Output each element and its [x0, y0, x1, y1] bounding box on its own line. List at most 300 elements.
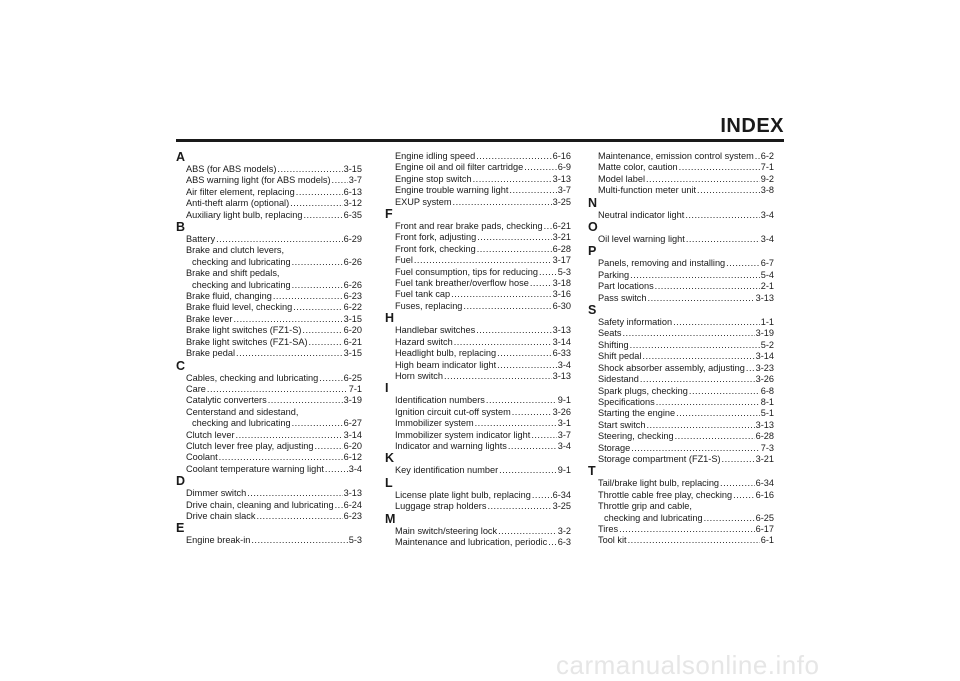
index-entry	[385, 348, 571, 359]
index-entry	[588, 478, 774, 489]
index-entry-text: Fuses, replacing	[395, 300, 463, 311]
index-entry-page: 6-21	[552, 221, 571, 232]
index-entry-page: 6-23	[343, 291, 362, 302]
index-entry-page: 6-7	[760, 258, 774, 269]
dot-leader	[720, 478, 755, 489]
index-letter-heading: C	[176, 358, 186, 373]
dot-leader	[531, 430, 556, 441]
dot-leader	[451, 289, 551, 300]
index-entry-text: Fuel	[395, 255, 413, 266]
index-entry-page: 6-27	[343, 418, 362, 429]
index-entry-page: 5-4	[760, 269, 774, 280]
index-letter-heading: H	[385, 311, 395, 326]
index-entry-page: 7-1	[348, 383, 362, 394]
index-entry	[588, 317, 774, 328]
index-entry	[176, 452, 362, 463]
index-entry	[588, 386, 774, 397]
index-entry	[385, 325, 571, 336]
dot-leader	[733, 490, 754, 501]
index-entry-text: Maintenance and lubrication, periodic	[395, 536, 548, 547]
dot-leader	[673, 317, 760, 328]
index-entry-page: 3-4	[348, 463, 362, 474]
index-entry-page: 7-1	[760, 162, 774, 173]
dot-leader	[277, 164, 342, 175]
index-entry-text: Tool kit	[598, 535, 627, 546]
dot-leader	[675, 431, 755, 442]
index-letter-heading: I	[385, 381, 389, 396]
index-entry-text: Tires	[598, 523, 619, 534]
index-entry	[385, 197, 571, 208]
index-letter-heading: M	[385, 511, 396, 526]
index-entry-page: 9-1	[557, 395, 571, 406]
index-entry	[176, 187, 362, 198]
index-entry-text: Multi-function meter unit	[598, 185, 697, 196]
dot-leader	[256, 511, 342, 522]
index-entry-page: 6-1	[760, 535, 774, 546]
index-entry	[176, 234, 362, 245]
index-column-3	[588, 151, 774, 547]
index-entry-text: Cables, checking and lubricating	[186, 372, 319, 383]
index-entry-text: Front fork, adjusting	[395, 232, 477, 243]
index-entry	[588, 363, 774, 374]
index-entry	[176, 535, 362, 546]
index-entry-page: 3-25	[552, 501, 571, 512]
index-entry-page: 3-4	[760, 209, 774, 220]
index-entry-page: 6-30	[552, 300, 571, 311]
dot-leader	[251, 535, 347, 546]
index-column-1	[176, 151, 362, 547]
index-entry	[385, 490, 571, 501]
index-entry-page: 6-20	[343, 325, 362, 336]
index-letter-heading: K	[385, 451, 395, 466]
index-entry	[385, 185, 571, 196]
index-entry-page: 7-3	[760, 442, 774, 453]
index-entry-page: 6-21	[343, 336, 362, 347]
index-entry-page: 3-2	[557, 525, 571, 536]
dot-leader	[498, 526, 557, 537]
index-entry-text: Shift pedal	[598, 351, 642, 362]
dot-leader	[619, 524, 755, 535]
title-rule	[176, 139, 784, 142]
index-entry-text: Neutral indicator light	[598, 209, 685, 220]
index-entry-text: Main switch/steering lock	[395, 525, 498, 536]
index-entry	[176, 500, 362, 511]
index-entry	[385, 278, 571, 289]
index-entry-page: 6-17	[755, 523, 774, 534]
index-letter-heading: O	[588, 220, 598, 235]
index-entry-text: Engine oil and oil filter cartridge	[395, 162, 524, 173]
index-entry-text: Brake fluid, changing	[186, 291, 272, 302]
index-entry	[588, 490, 774, 501]
dot-leader	[679, 162, 760, 173]
index-entry-text: Clutch lever	[186, 429, 235, 440]
index-entry	[588, 162, 774, 173]
index-entry-text: Coolant temperature warning light	[186, 463, 324, 474]
index-entry-text: Panels, removing and installing	[598, 258, 726, 269]
index-entry-page: 3-15	[343, 164, 362, 174]
index-entry	[385, 289, 571, 300]
index-entry	[385, 301, 571, 312]
dot-leader	[509, 185, 556, 196]
index-entry	[176, 511, 362, 522]
index-entry	[385, 360, 571, 371]
index-entry	[176, 291, 362, 302]
dot-leader	[292, 418, 343, 429]
index-entry-text: Engine stop switch	[395, 173, 472, 184]
dot-leader	[640, 374, 755, 385]
dot-leader	[539, 267, 557, 278]
index-entry-text: Engine break-in	[186, 535, 251, 546]
index-entry-page: 3-13	[552, 325, 571, 336]
dot-leader	[476, 151, 551, 162]
watermark: carmanualsonline.info	[556, 650, 820, 680]
index-entry-page: 3-7	[557, 185, 571, 196]
index-entry-text: Immobilizer system indicator light	[395, 429, 531, 440]
index-entry-page: 3-26	[552, 406, 571, 417]
index-entry-page: 9-2	[760, 173, 774, 184]
index-entry-text: Drive chain slack	[186, 510, 256, 521]
index-entry-text: EXUP system	[395, 196, 452, 207]
index-entry-text: Air filter element, replacing	[186, 186, 295, 197]
index-entry-text: Fuel tank breather/overflow hose	[395, 278, 529, 289]
index-entry-page: 6-28	[552, 243, 571, 254]
index-entry-page: 6-34	[552, 489, 571, 500]
index-entry-text: checking and lubricating	[192, 256, 291, 267]
index-entry	[176, 384, 362, 395]
index-entry-text: Auxiliary light bulb, replacing	[186, 209, 303, 220]
index-entry	[176, 373, 362, 384]
index-entry-text: Storage	[598, 442, 631, 453]
dot-leader	[292, 257, 343, 268]
index-entry	[385, 267, 571, 278]
dot-leader	[722, 454, 755, 465]
index-entry	[176, 441, 362, 452]
dot-leader	[303, 210, 342, 221]
index-entry-page: 3-4	[557, 359, 571, 370]
index-entry-text: Brake pedal	[186, 348, 236, 359]
index-entry-page: 3-19	[343, 395, 362, 406]
dot-leader	[233, 314, 342, 325]
index-entry-page: 3-15	[343, 348, 362, 359]
index-entry	[176, 337, 362, 348]
dot-leader	[648, 293, 755, 304]
dot-leader	[676, 408, 760, 419]
index-entry	[176, 488, 362, 499]
index-entry-page: 6-8	[760, 385, 774, 396]
index-entry-text: Brake light switches (FZ1-S)	[186, 325, 302, 336]
index-entry-page: 3-16	[552, 289, 571, 300]
index-entry-text: ABS warning light (for ABS models)	[186, 175, 331, 186]
dot-leader	[444, 371, 552, 382]
index-entry-text: Handlebar switches	[395, 325, 476, 336]
index-letter-heading: A	[176, 150, 186, 164]
index-entry-text: Fuel consumption, tips for reducing	[395, 266, 538, 277]
dot-leader	[689, 386, 760, 397]
index-letter-heading: P	[588, 244, 597, 259]
dot-leader	[631, 443, 760, 454]
index-entry-text: Key identification number	[395, 465, 499, 476]
index-entry-page: 3-13	[755, 419, 774, 430]
index-entry	[176, 280, 362, 291]
index-entry-page: 6-26	[343, 279, 362, 290]
index-entry-page: 3-12	[343, 198, 362, 209]
index-entry-page: 6-13	[343, 186, 362, 197]
dot-leader	[628, 535, 760, 546]
index-entry-page: 3-14	[552, 336, 571, 347]
index-entry-page: 6-35	[343, 209, 362, 220]
index-entry	[588, 524, 774, 535]
dot-leader	[746, 363, 755, 374]
index-entry	[588, 234, 774, 245]
index-entry	[385, 244, 571, 255]
index-entry-text: Brake lever	[186, 313, 233, 324]
index-entry-text: Hazard switch	[395, 336, 453, 347]
dot-leader	[642, 351, 754, 362]
dot-leader	[319, 373, 342, 384]
dot-leader	[236, 348, 343, 359]
page-title: INDEX	[720, 115, 784, 137]
index-entry-page: 3-23	[755, 362, 774, 373]
index-entry	[176, 464, 362, 475]
index-entry-text: Battery	[186, 234, 216, 245]
index-entry	[588, 281, 774, 292]
index-entry-text: checking and lubricating	[604, 512, 703, 523]
index-entry-page: 3-15	[343, 313, 362, 324]
index-entry	[588, 443, 774, 454]
index-entry	[385, 465, 571, 476]
index-entry-text: Immobilizer system	[395, 418, 474, 429]
dot-leader	[656, 397, 760, 408]
index-entry	[176, 314, 362, 325]
dot-leader	[296, 187, 343, 198]
index-entry-text: Starting the engine	[598, 408, 676, 419]
index-entry	[385, 441, 571, 452]
index-entry-text: checking and lubricating	[192, 418, 291, 429]
index-entry-text: Ignition circuit cut-off system	[395, 406, 511, 417]
index-entry-page: 6-9	[557, 162, 571, 173]
index-entry-text: Parking	[598, 269, 630, 280]
index-entry-page: 5-3	[348, 535, 362, 546]
index-entry-text: Brake light switches (FZ1-SA)	[186, 336, 308, 347]
dot-leader	[273, 291, 343, 302]
index-entry	[588, 340, 774, 351]
index-entry	[385, 151, 571, 162]
dot-leader	[477, 232, 551, 243]
index-entry-page: 3-19	[755, 328, 774, 339]
index-entry	[176, 430, 362, 441]
index-entry	[588, 185, 774, 196]
dot-leader	[293, 302, 342, 313]
index-entry-page: 3-21	[552, 232, 571, 243]
index-entry	[176, 175, 362, 186]
index-entry-text: License plate light bulb, replacing	[395, 489, 531, 500]
dot-leader	[325, 464, 348, 475]
index-entry	[176, 302, 362, 313]
index-entry-text: Drive chain, cleaning and lubricating	[186, 499, 334, 510]
index-entry	[588, 210, 774, 221]
index-entry-heading: Throttle grip and cable,	[598, 501, 692, 512]
dot-leader	[477, 244, 552, 255]
index-entry-page: 3-13	[755, 292, 774, 303]
index-entry-text: Sidestand	[598, 374, 639, 385]
index-entry-page: 3-25	[552, 196, 571, 207]
dot-leader	[512, 407, 552, 418]
dot-leader	[497, 360, 557, 371]
dot-leader	[630, 340, 760, 351]
index-entry	[385, 407, 571, 418]
dot-leader	[497, 348, 551, 359]
dot-leader	[453, 197, 552, 208]
index-entry-text: Catalytic converters	[186, 395, 267, 406]
dot-leader	[499, 465, 557, 476]
dot-leader	[630, 270, 760, 281]
dot-leader	[315, 441, 343, 452]
dot-leader	[686, 234, 760, 245]
index-entry-page: 3-4	[557, 440, 571, 451]
index-entry	[588, 351, 774, 362]
index-entry-text: Headlight bulb, replacing	[395, 348, 497, 359]
index-entry-page: 6-3	[557, 536, 571, 547]
index-entry	[385, 162, 571, 173]
index-entry-page: 5-3	[557, 266, 571, 277]
index-entry-text: Seats	[598, 328, 622, 339]
index-entry-text: Fuel tank cap	[395, 289, 451, 300]
index-letter-heading: N	[588, 195, 598, 210]
index-entry-page: 3-7	[557, 429, 571, 440]
dot-leader	[726, 258, 760, 269]
index-entry	[385, 221, 571, 232]
index-entry	[385, 232, 571, 243]
index-entry-text: Coolant	[186, 452, 218, 463]
dot-leader	[524, 162, 557, 173]
index-letter-heading: T	[588, 464, 596, 479]
index-entry	[588, 397, 774, 408]
dot-leader	[697, 185, 760, 196]
index-entry-page: 6-28	[755, 431, 774, 442]
index-entry	[176, 210, 362, 221]
dot-leader	[247, 488, 342, 499]
index-entry-page: 3-7	[348, 175, 362, 186]
index-entry-heading: Brake and clutch levers,	[186, 245, 285, 256]
index-entry-text: Throttle cable free play, checking	[598, 489, 733, 500]
index-entry-text: Shifting	[598, 339, 629, 350]
index-entry	[588, 535, 774, 546]
dot-leader	[755, 151, 760, 162]
index-entry-text: Horn switch	[395, 370, 443, 381]
dot-leader	[704, 513, 755, 524]
index-letter-heading: S	[588, 303, 597, 318]
dot-leader	[508, 441, 557, 452]
index-letter-heading: L	[385, 475, 393, 490]
index-entry-text: Specifications	[598, 396, 655, 407]
index-entry-page: 8-1	[760, 396, 774, 407]
index-entry-page: 6-12	[343, 452, 362, 463]
index-entry	[588, 174, 774, 185]
index-entry-text: Engine idling speed	[395, 151, 476, 161]
index-entry	[385, 418, 571, 429]
index-entry	[588, 374, 774, 385]
index-entry-text: Matte color, caution	[598, 162, 678, 173]
index-entry	[176, 257, 362, 268]
index-entry	[176, 348, 362, 359]
index-entry-text: Start switch	[598, 419, 646, 430]
index-entry	[385, 395, 571, 406]
dot-leader	[216, 234, 343, 245]
dot-leader	[646, 174, 760, 185]
index-entry-page: 3-14	[343, 429, 362, 440]
dot-leader	[335, 500, 343, 511]
index-entry-text: Oil level warning light	[598, 234, 685, 245]
index-entry-page: 6-16	[552, 151, 571, 161]
index-entry	[176, 418, 362, 429]
dot-leader	[454, 337, 552, 348]
dot-leader	[532, 490, 552, 501]
index-entry-text: Luggage strap holders	[395, 501, 487, 512]
index-entry-page: 3-18	[552, 278, 571, 289]
index-entry	[385, 501, 571, 512]
index-entry	[385, 255, 571, 266]
index-entry-page: 3-4	[760, 234, 774, 245]
dot-leader	[236, 430, 343, 441]
index-entry-page: 5-2	[760, 339, 774, 350]
index-entry-page: 3-13	[343, 488, 362, 499]
index-letter-heading: F	[385, 207, 393, 222]
index-entry-text: Part locations	[598, 281, 654, 292]
index-entry-text: Spark plugs, checking	[598, 385, 688, 396]
index-entry-heading: Centerstand and sidestand,	[186, 406, 299, 417]
index-entry-page: 6-16	[755, 489, 774, 500]
index-letter-heading: E	[176, 521, 185, 536]
dot-leader	[309, 337, 343, 348]
index-entry-text: Dimmer switch	[186, 488, 247, 499]
index-entry-heading: Brake and shift pedals,	[186, 268, 280, 279]
dot-leader	[646, 420, 754, 431]
index-entry-text: Brake fluid level, checking	[186, 302, 293, 313]
index-entry-page: 3-13	[552, 173, 571, 184]
index-entry	[588, 270, 774, 281]
dot-leader	[623, 328, 755, 339]
index-entry	[176, 325, 362, 336]
index-entry-page: 3-8	[760, 185, 774, 196]
dot-leader	[219, 452, 343, 463]
dot-leader	[207, 384, 348, 395]
dot-leader	[530, 278, 552, 289]
index-entry-page: 9-1	[557, 465, 571, 476]
index-entry-page: 6-34	[755, 478, 774, 489]
index-letter-heading: D	[176, 474, 186, 489]
dot-leader	[655, 281, 760, 292]
index-entry-text: Safety information	[598, 317, 673, 328]
index-entry-page: 2-1	[760, 281, 774, 292]
index-entry-text: Indicator and warning lights	[395, 440, 507, 451]
index-entry	[385, 537, 571, 548]
index-entry-page: 1-1	[760, 317, 774, 328]
index-entry	[588, 420, 774, 431]
index-column-2	[385, 151, 571, 548]
index-entry-text: checking and lubricating	[192, 279, 291, 290]
index-entry-page: 6-25	[343, 372, 362, 383]
index-entry	[176, 198, 362, 209]
index-entry-page: 3-13	[552, 370, 571, 381]
index-entry-page: 6-20	[343, 440, 362, 451]
index-entry-text: Pass switch	[598, 292, 647, 303]
dot-leader	[487, 501, 551, 512]
index-entry-text: Identification numbers	[395, 395, 485, 406]
index-entry-page: 6-33	[552, 348, 571, 359]
index-entry	[588, 293, 774, 304]
index-entry-page: 6-24	[343, 499, 362, 510]
index-entry-page: 6-26	[343, 256, 362, 267]
